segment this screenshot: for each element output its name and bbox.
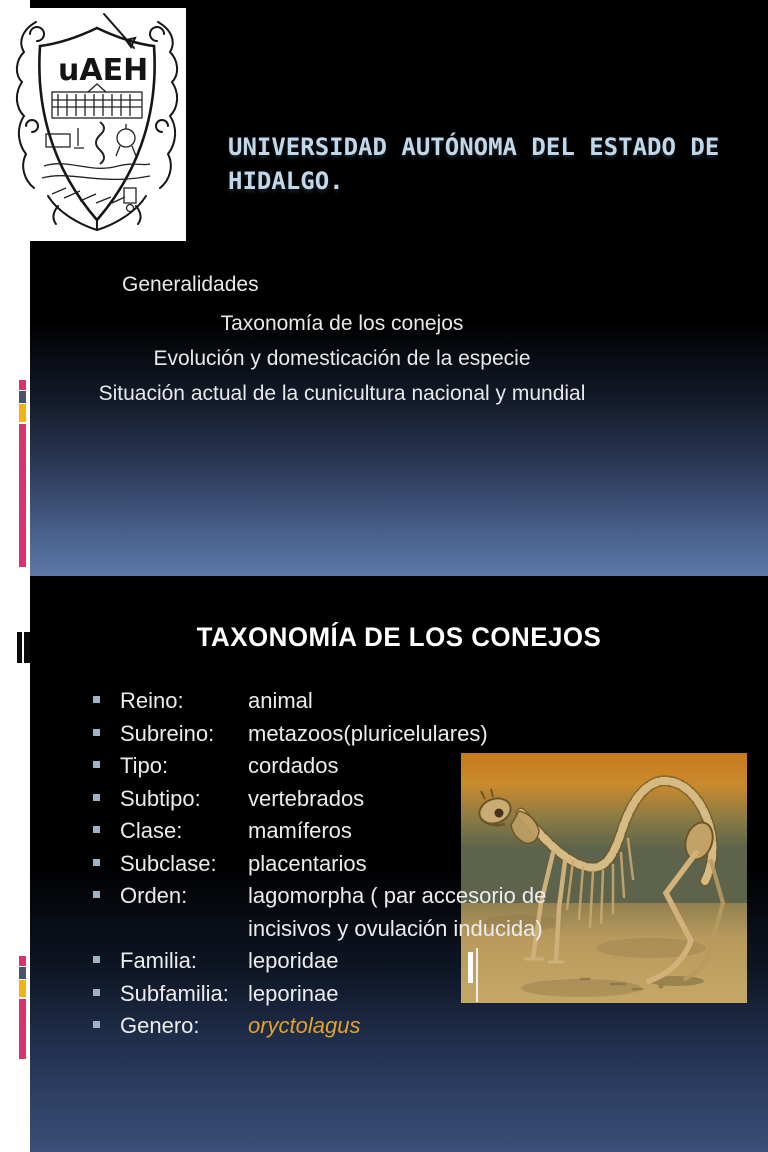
margin-mark-slate-2 — [19, 967, 26, 979]
item-label: Subfamilia: — [120, 980, 229, 1006]
bullet-square-icon — [93, 729, 100, 736]
item-value: leporidae — [248, 948, 339, 973]
item-value: cordados — [248, 753, 339, 778]
margin-mark-pink-bar-2 — [19, 999, 26, 1059]
slide1-text-block — [92, 268, 592, 412]
bullet-square-icon — [93, 696, 100, 703]
taxonomy-list — [93, 685, 653, 1043]
margin-mark-pink-1 — [19, 380, 26, 390]
item-value: placentarios — [248, 850, 367, 876]
uaeh-crest-icon — [8, 8, 186, 241]
bullet-square-icon — [93, 1021, 100, 1028]
bullet-square-icon — [93, 826, 100, 833]
ibeam-thick-bar — [468, 952, 473, 983]
uaeh-logo — [8, 8, 186, 241]
bullet-square-icon — [93, 989, 100, 996]
item-value: leporinae — [248, 980, 339, 1006]
list-item-subclase — [93, 848, 653, 881]
list-item-familia — [93, 945, 653, 978]
item-label: Reino: — [120, 688, 184, 713]
list-item-subreino — [93, 718, 653, 751]
cursor-bar-icon — [17, 632, 22, 663]
slide2-title: TAXONOMÍA DE LOS CONEJOS — [196, 622, 602, 652]
item-value: lagomorpha ( par accesorio de incisivos y ovulación inducida) — [248, 883, 547, 941]
bullet-square-icon — [93, 891, 100, 898]
slide-2 — [30, 576, 768, 1152]
list-item-tipo — [93, 750, 653, 783]
logo-monogram: uAEH — [58, 53, 149, 88]
margin-mark-yellow-1 — [19, 404, 26, 422]
bullet-square-icon — [93, 956, 100, 963]
item-label: Familia: — [120, 948, 198, 973]
ibeam-thin-bar — [476, 948, 478, 1002]
item-value: vertebrados — [248, 785, 365, 811]
list-item-subtipo — [93, 783, 653, 816]
item-value-genus: oryctolagus — [248, 1013, 361, 1038]
item-value: mamíferos — [248, 818, 352, 843]
item-value: animal — [248, 688, 313, 713]
university-title: UNIVERSIDAD AUTÓNOMA DEL ESTADO DE HIDALGO. — [228, 133, 720, 195]
item-label: Subtipo: — [120, 785, 201, 811]
margin-mark-yellow-2 — [19, 980, 26, 997]
bullet-square-icon — [93, 761, 100, 768]
slide1-line-generalidades: Generalidades — [122, 273, 259, 296]
bullet-square-icon — [93, 859, 100, 866]
slide1-line-evolucion: Evolución y domesticación de la especie — [153, 347, 531, 370]
margin-mark-pink-2 — [19, 956, 26, 966]
item-label: Clase: — [120, 818, 183, 843]
item-value: metazoos(pluricelulares) — [248, 720, 488, 746]
item-label: Tipo: — [120, 753, 169, 778]
list-item-genero — [93, 1010, 653, 1043]
item-label: Genero: — [120, 1013, 200, 1038]
item-label: Orden: — [120, 883, 188, 908]
item-label: Subreino: — [120, 720, 215, 746]
list-item-reino — [93, 685, 653, 718]
list-item-subfamilia — [93, 978, 653, 1011]
bullet-square-icon — [93, 794, 100, 801]
cursor-bar-icon — [24, 632, 31, 663]
slide1-line-taxonomia: Taxonomía de los conejos — [220, 312, 464, 335]
list-item-orden — [93, 880, 653, 945]
margin-mark-pink-bar-1 — [19, 424, 26, 567]
item-label: Subclase: — [120, 850, 217, 876]
list-item-clase — [93, 815, 653, 848]
text-cursor-bars-icon — [17, 632, 30, 663]
slide1-line-situacion: Situación actual de la cunicultura nacional y mundial — [98, 382, 586, 405]
margin-mark-slate-1 — [19, 391, 26, 403]
